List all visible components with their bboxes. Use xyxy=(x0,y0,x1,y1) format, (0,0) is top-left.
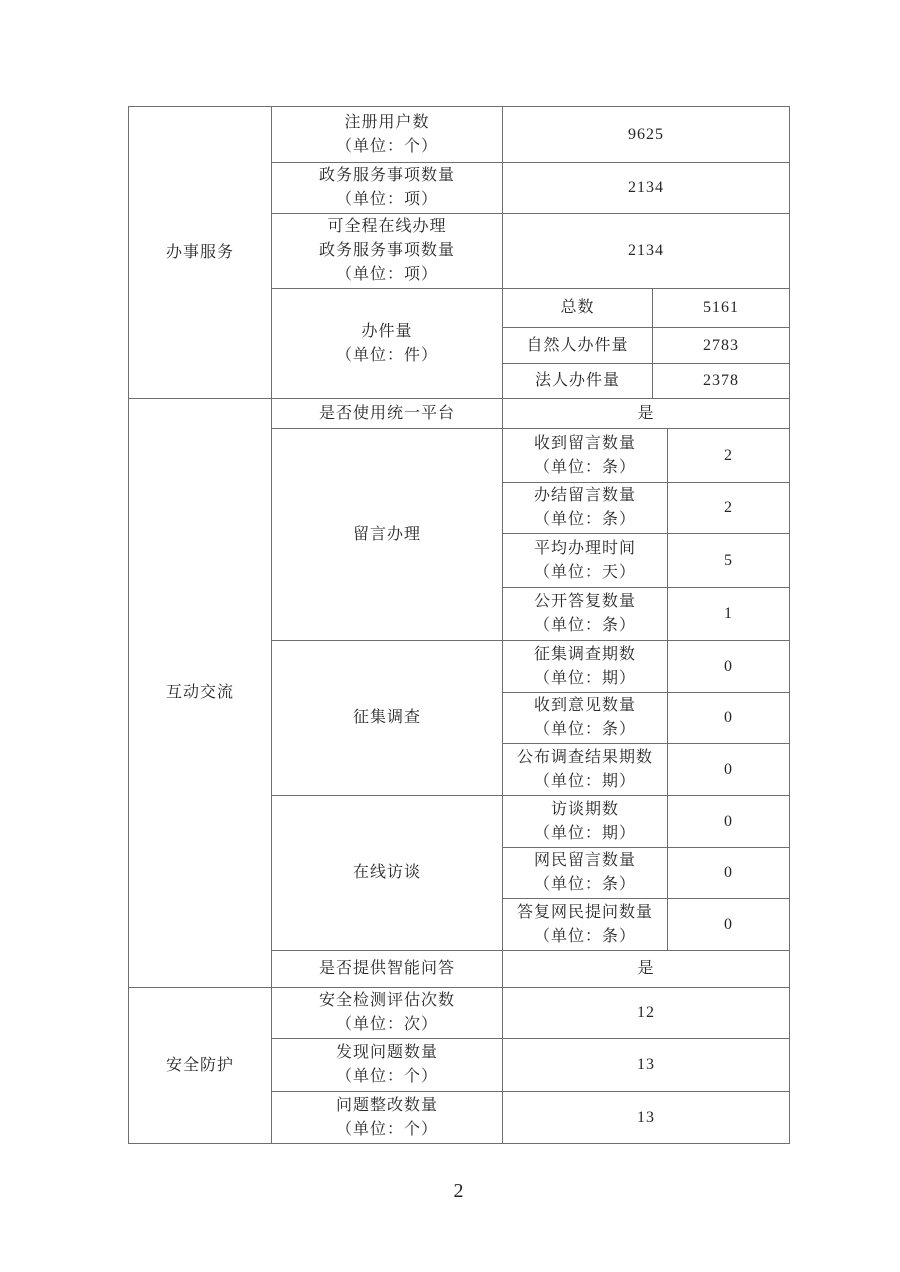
item-unit: （单位：个） xyxy=(335,1068,438,1085)
subitem-cell-netizen-messages xyxy=(503,848,668,899)
subitem-label: 办结留言数量 xyxy=(533,487,636,504)
subitem-cell-natural-person: 自然人办件量 xyxy=(503,328,653,364)
subitem-cell-messages-received xyxy=(503,429,668,483)
group-label: 互动交流 xyxy=(165,684,234,701)
item-cell-problems-found xyxy=(272,1039,503,1092)
value-cell: 2378 xyxy=(653,364,790,399)
subitem-label: 公布调查结果期数 xyxy=(516,748,653,766)
item-label: 注册用户数 xyxy=(344,113,430,131)
group-label: 安全防护 xyxy=(165,1056,234,1074)
item-cell-registered-users xyxy=(272,107,503,163)
item-cell-security-assessments xyxy=(272,988,503,1039)
subitem-label: 公开答复数量 xyxy=(533,593,636,610)
item-unit: （单位：个） xyxy=(335,1120,438,1138)
government-website-report-table xyxy=(128,106,790,1144)
subitem-label: 收到留言数量 xyxy=(533,434,636,452)
table-row xyxy=(129,988,790,1039)
subitem-label: 网民留言数量 xyxy=(533,852,636,869)
value-cell: 2134 xyxy=(503,214,790,289)
item-cell-case-volume xyxy=(272,289,503,399)
subitem-unit: （单位：条） xyxy=(533,511,636,528)
value-cell: 13 xyxy=(503,1039,790,1092)
subitem-label: 平均办理时间 xyxy=(533,539,636,557)
item-unit: （单位：项） xyxy=(335,266,438,283)
item-cell-message-handling: 留言办理 xyxy=(272,429,503,641)
group-label: 办事服务 xyxy=(165,243,234,261)
item-label: 政务服务事项数量 xyxy=(318,167,455,184)
item-cell-service-items xyxy=(272,163,503,214)
item-cell-online-interview: 在线访谈 xyxy=(272,796,503,951)
item-label: 安全检测评估次数 xyxy=(318,992,455,1009)
value-cell: 0 xyxy=(668,744,790,796)
item-unit: （单位：项） xyxy=(335,191,438,208)
value-cell: 0 xyxy=(668,641,790,693)
value-cell: 0 xyxy=(668,848,790,899)
item-unit: （单位：件） xyxy=(335,346,438,364)
value-cell: 9625 xyxy=(503,107,790,163)
value-cell: 2 xyxy=(668,483,790,534)
subitem-unit: （单位：条） xyxy=(533,617,636,634)
group-cell-security xyxy=(129,988,272,1144)
table-row xyxy=(129,107,790,163)
value-cell: 是 xyxy=(503,399,790,429)
page-number: 2 xyxy=(453,1180,464,1202)
item-cell-unified-platform: 是否使用统一平台 xyxy=(272,399,503,429)
subitem-label: 征集调查期数 xyxy=(533,645,636,663)
subitem-cell-survey-results-published xyxy=(503,744,668,796)
subitem-cell-survey-periods xyxy=(503,641,668,693)
item-label: 可全程在线办理 xyxy=(327,218,447,235)
value-cell: 0 xyxy=(668,693,790,744)
item-label: 办件量 xyxy=(361,322,413,340)
subitem-label: 收到意见数量 xyxy=(533,697,636,714)
subitem-unit: （单位：期） xyxy=(533,824,636,842)
subitem-unit: （单位：条） xyxy=(533,721,636,738)
item-unit: （单位：次） xyxy=(335,1016,438,1033)
item-cell-online-service-items xyxy=(272,214,503,289)
subitem-label: 答复网民提问数量 xyxy=(516,903,653,921)
value-cell: 5161 xyxy=(653,289,790,328)
subitem-unit: （单位：条） xyxy=(533,458,636,476)
item-label-line2: 政务服务事项数量 xyxy=(318,242,455,259)
subitem-unit: （单位：期） xyxy=(533,669,636,687)
subitem-cell-average-handling-time xyxy=(503,534,668,588)
subitem-unit: （单位：条） xyxy=(533,927,636,945)
value-cell: 13 xyxy=(503,1092,790,1144)
item-label: 发现问题数量 xyxy=(335,1044,438,1061)
value-cell: 2 xyxy=(668,429,790,483)
subitem-cell-messages-completed xyxy=(503,483,668,534)
value-cell: 1 xyxy=(668,588,790,641)
subitem-unit: （单位：天） xyxy=(533,563,636,581)
item-cell-problems-rectified xyxy=(272,1092,503,1144)
value-cell: 2783 xyxy=(653,328,790,364)
subitem-cell-netizen-questions-answered xyxy=(503,899,668,951)
group-cell-interaction xyxy=(129,399,272,988)
subitem-unit: （单位：条） xyxy=(533,876,636,893)
subitem-label: 访谈期数 xyxy=(550,800,619,818)
value-cell: 0 xyxy=(668,899,790,951)
value-cell: 是 xyxy=(503,951,790,988)
item-cell-smart-qa: 是否提供智能问答 xyxy=(272,951,503,988)
subitem-cell-legal-person: 法人办件量 xyxy=(503,364,653,399)
value-cell: 2134 xyxy=(503,163,790,214)
subitem-cell-total: 总数 xyxy=(503,289,653,328)
table-row xyxy=(129,399,790,429)
item-cell-survey: 征集调查 xyxy=(272,641,503,796)
group-cell-service xyxy=(129,107,272,399)
value-cell: 5 xyxy=(668,534,790,588)
value-cell: 12 xyxy=(503,988,790,1039)
subitem-cell-opinions-received xyxy=(503,693,668,744)
subitem-cell-interview-periods xyxy=(503,796,668,848)
subitem-cell-public-replies xyxy=(503,588,668,641)
item-label: 问题整改数量 xyxy=(335,1096,438,1114)
value-cell: 0 xyxy=(668,796,790,848)
subitem-unit: （单位：期） xyxy=(533,772,636,790)
item-unit: （单位：个） xyxy=(335,137,438,155)
